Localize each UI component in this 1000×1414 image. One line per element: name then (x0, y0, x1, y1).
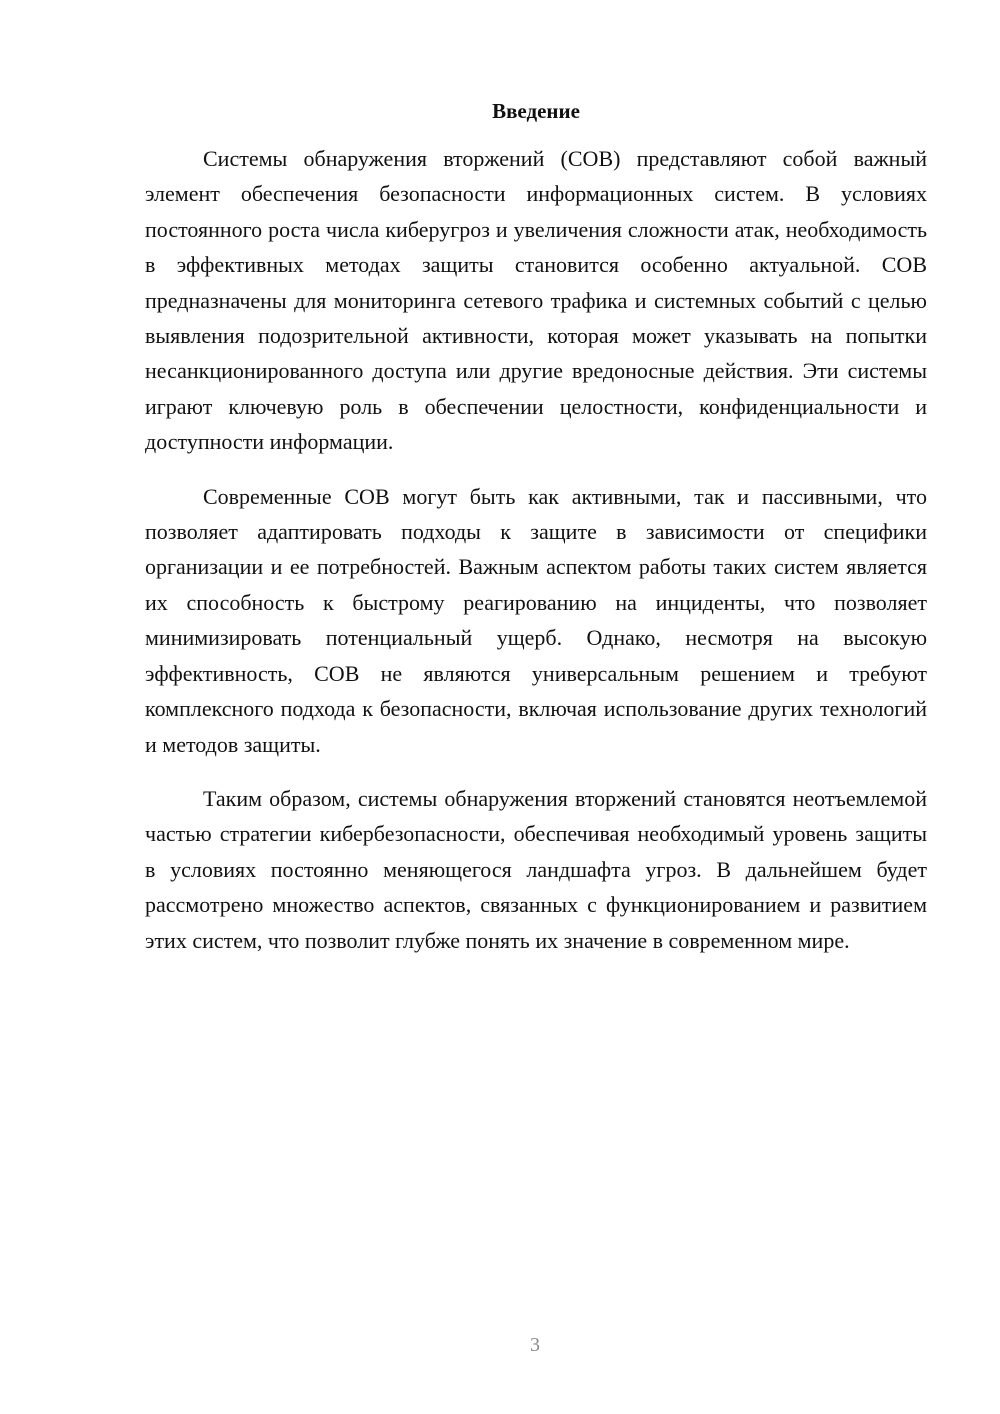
page-number: 3 (530, 1334, 540, 1356)
paragraph-1: Системы обнаружения вторжений (СОВ) представляют собой важный элемент обеспечения безопасности информационных систем. В условиях постоянного роста числа киберугроз и увеличения сложности атак, необходимость в эффективных методах защиты становится особенно актуальной. СОВ предназначены для мониторинга сетевого трафика и системных событий с целью выявления подозрительной активности, которая может указывать на попытки несанкционированного доступа или другие вредоносные действия. Эти системы играют ключевую роль в обеспечении целостности, конфиденциальности и доступности информации. (145, 146, 927, 455)
section-heading: Введение (492, 99, 580, 123)
document-body (145, 96, 927, 958)
paragraph-2: Современные СОВ могут быть как активными, так и пассивными, что позволяет адаптировать подходы к защите в зависимости от специфики организации и ее потребностей. Важным аспектом работы таких систем является их способность к быстрому реагированию на инциденты, что позволяет минимизировать потенциальный ущерб. Однако, несмотря на высокую эффективность, СОВ не являются универсальным решением и требуют комплексного подхода к безопасности, включая использование других технологий и методов защиты. (145, 483, 927, 757)
paragraph-3: Таким образом, системы обнаружения вторжений становятся неотъемлемой частью стратегии кибербезопасности, обеспечивая необходимый уровень защиты в условиях постоянно меняющегося ландшафта угроз. В дальнейшем будет рассмотрено множество аспектов, связанных с функционированием и развитием этих систем, что позволит глубже понять их значение в современном мире. (145, 785, 927, 953)
